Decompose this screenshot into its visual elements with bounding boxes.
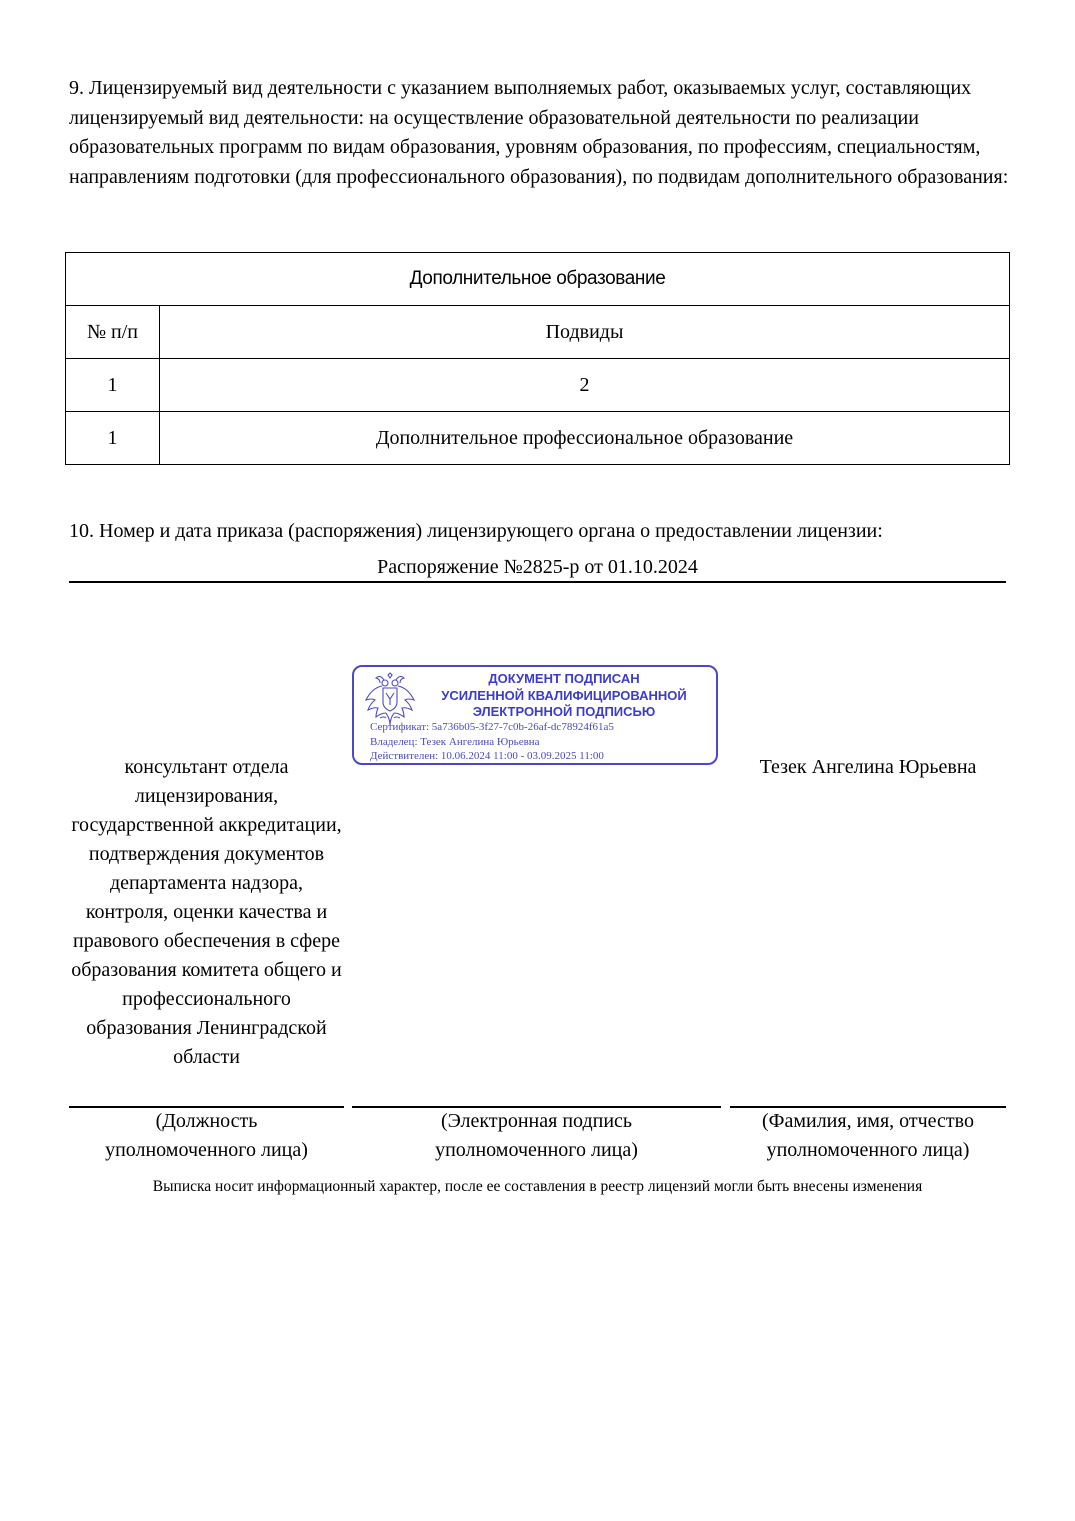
stamp-validity: Действителен: 10.06.2024 11:00 - 03.09.2025 11:00 [370,750,604,762]
stamp-heading [414,671,714,721]
table-header-row [66,306,1010,359]
order-reference: Распоряжение №2825-р от 01.10.2024 [69,553,1006,583]
section-10-text: 10. Номер и дата приказа (распоряжения) лицензирующего органа о предоставлении лицензии: [69,520,883,542]
additional-education-table [65,252,1010,465]
row-number-cell: 1 [66,412,160,465]
row-subtype-cell: Дополнительное профессиональное образование [160,412,1010,465]
disclaimer-note: Выписка носит информационный характер, после ее составления в реестр лицензий могли быть внесены изменения [152,1178,923,1195]
caption-line: уполномоченного лица) [766,1139,970,1161]
table-title: Дополнительное образование [66,253,1010,306]
stamp-owner: Владелец: Тезек Ангелина Юрьевна [370,735,540,748]
caption-line: (Фамилия, имя, отчество [762,1110,974,1132]
stamp-heading-line: ДОКУМЕНТ ПОДПИСАН [488,671,640,686]
column-header-number: № п/п [66,306,160,359]
official-full-name: Тезек Ангелина Юрьевна [759,756,977,778]
numbering-cell: 1 [66,359,160,412]
stamp-heading-line: ЭЛЕКТРОННОЙ ПОДПИСЬЮ [472,704,656,719]
caption-line: уполномоченного лица) [435,1139,638,1161]
table-row [66,412,1010,465]
e-signature-caption [352,1107,721,1165]
electronic-signature-stamp [352,665,718,765]
full-name-caption [730,1107,1006,1165]
section-9-text: 9. Лицензируемый вид деятельности с указанием выполняемых работ, оказываемых услуг, составляющих лицензируемый вид деятельности: на осуществление образовательной деятельности по реализации образовательных программ по видам образования, уровням образования, по профессиям, специальностям, направлениям подготовки (для профессионального образования), по подвидам дополнительного образования: [69,77,1009,188]
official-position: консультант отдела лицензирования, государственной аккредитации, подтверждения документов департамента надзора, контроля, оценки качества и правового обеспечения в сфере образования комитета общего и профессионального образования Ленинградской области [71,756,342,1068]
stamp-details [370,720,715,764]
stamp-certificate: Сертификат: 5a736b05-3f27-7c0b-26af-dc78924f61a5 [370,721,614,733]
caption-line: уполномоченного лица) [105,1139,308,1161]
stamp-heading-line: УСИЛЕННОЙ КВАЛИФИЦИРОВАННОЙ [441,687,687,703]
caption-line: (Электронная подпись [440,1110,633,1132]
position-caption [69,1107,344,1165]
numbering-cell: 2 [160,359,1010,412]
column-header-subtypes: Подвиды [160,306,1010,359]
caption-line: (Должность [155,1110,258,1132]
table-numbering-row [66,359,1010,412]
